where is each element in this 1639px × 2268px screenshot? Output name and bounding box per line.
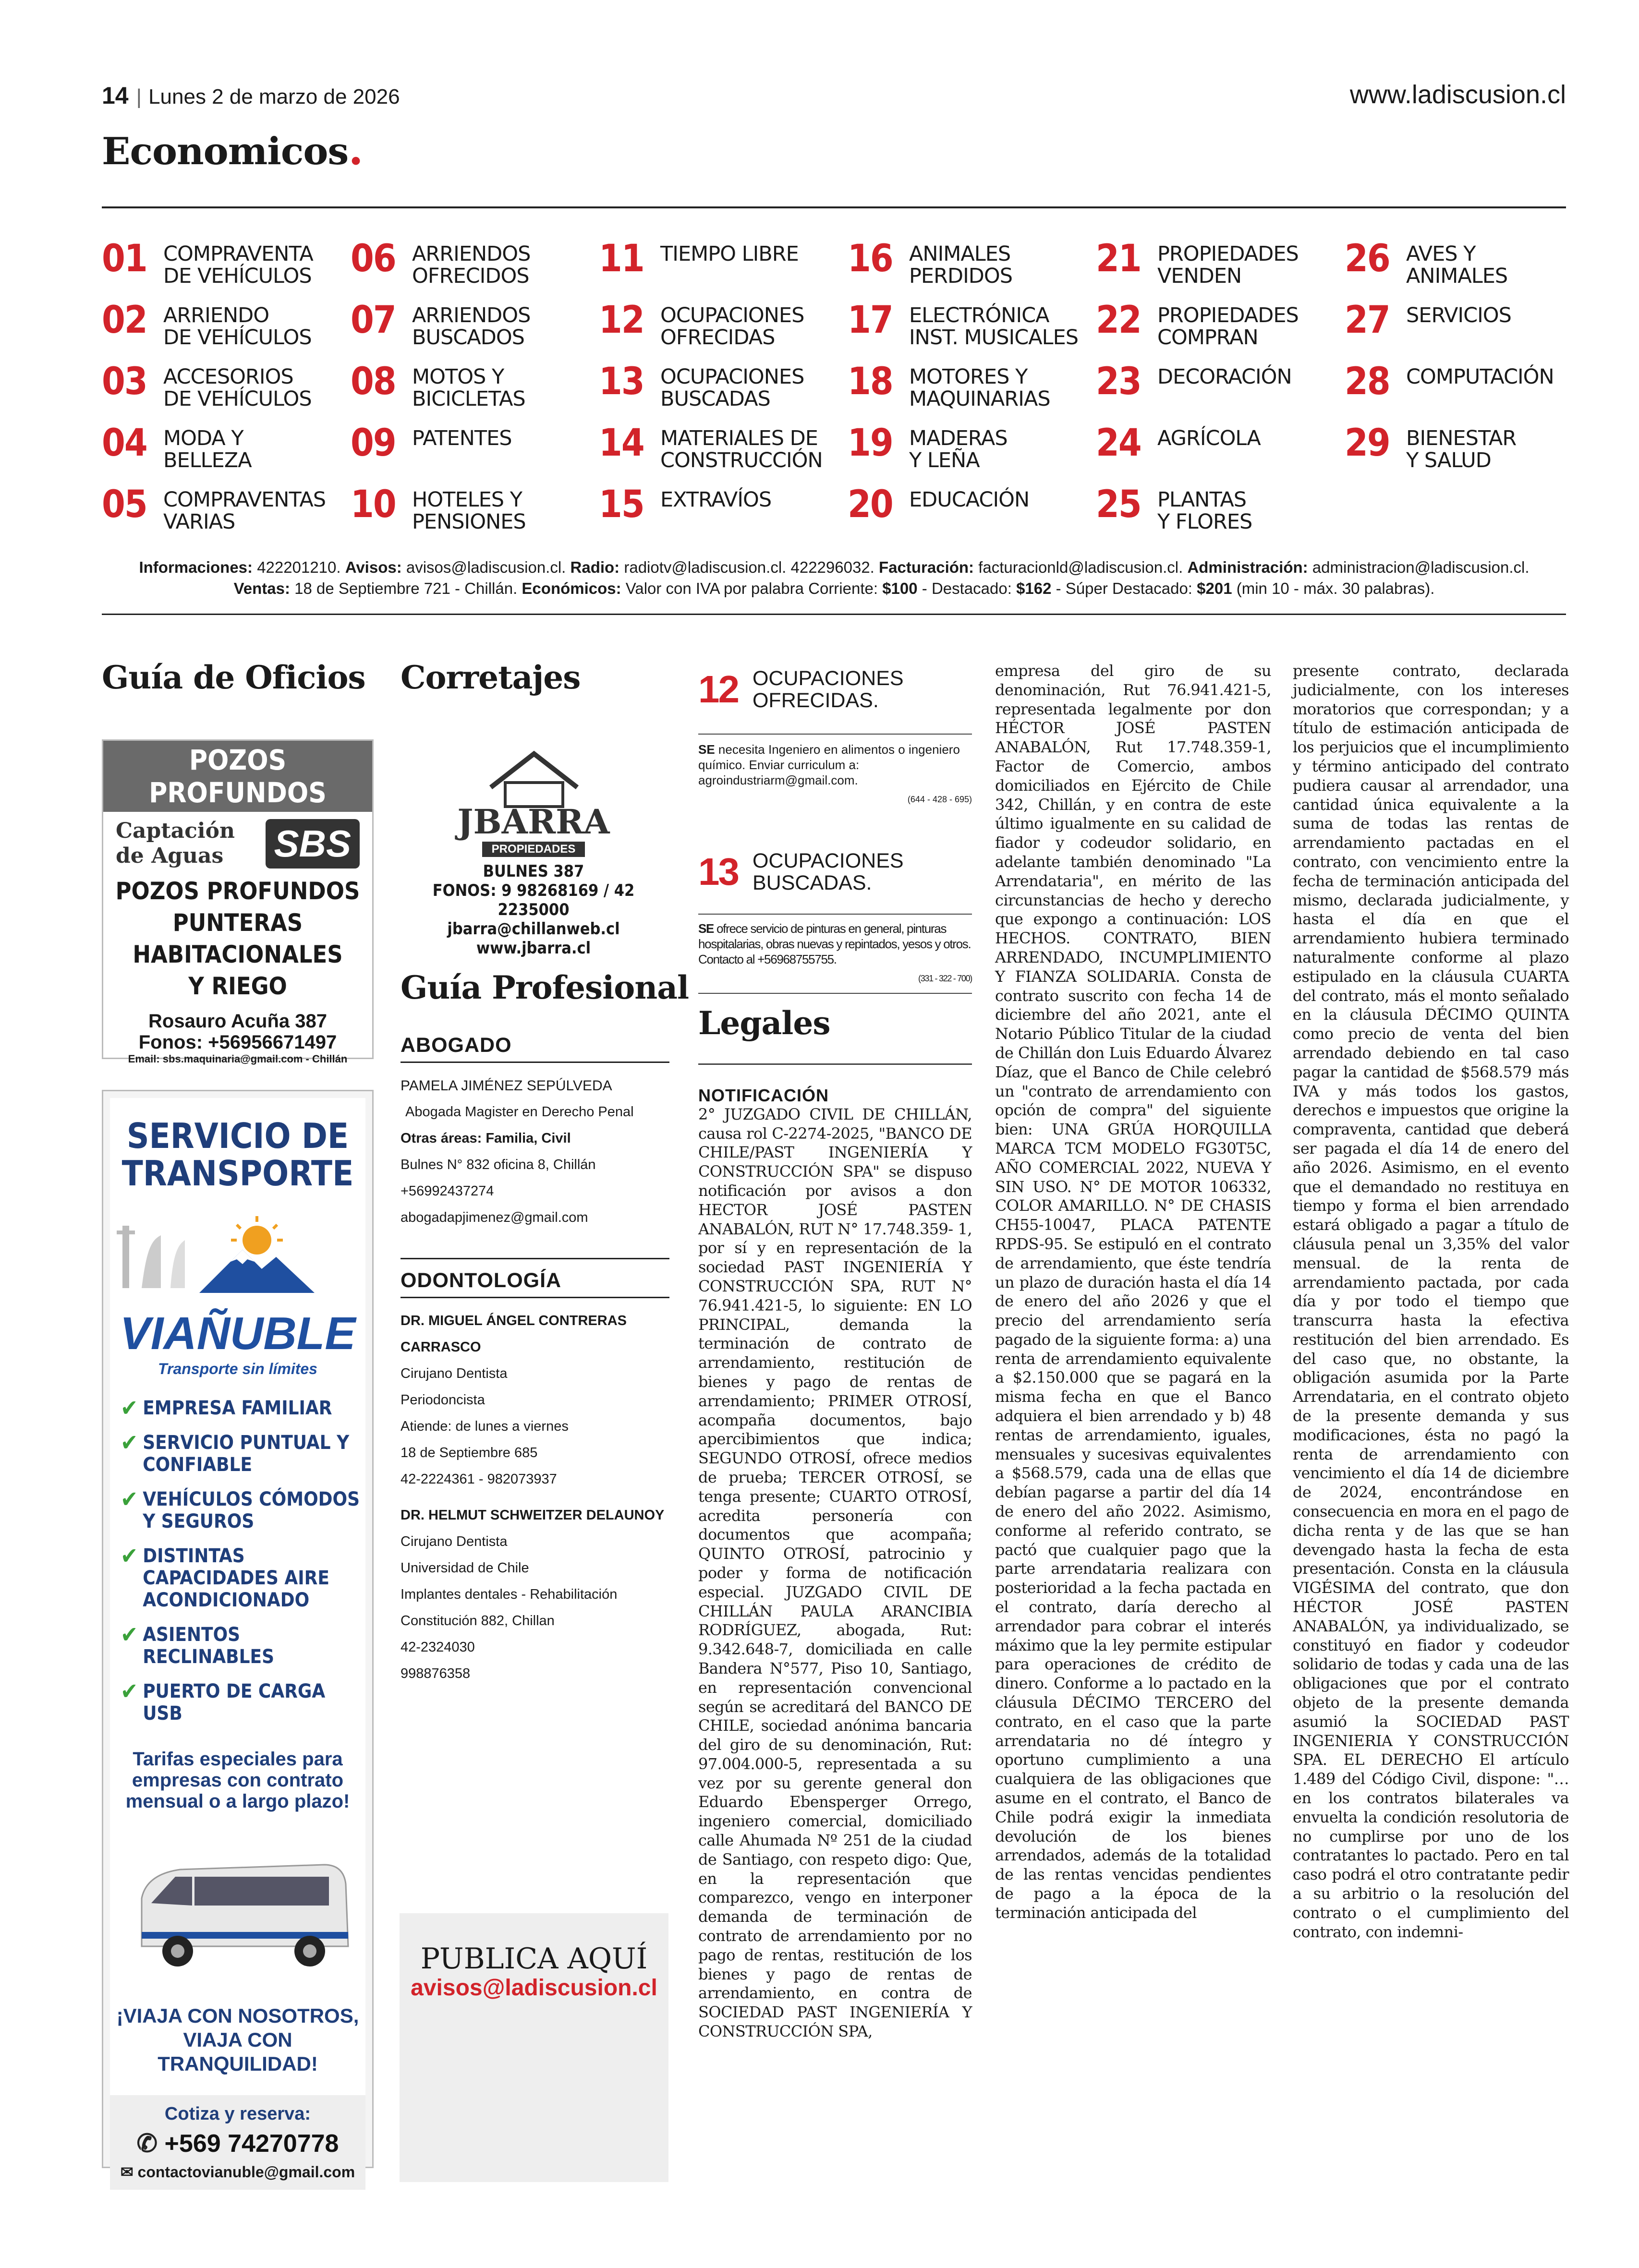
category-23[interactable] [1096,360,1292,403]
abogado-block [401,1032,669,1231]
category-label: EDUCACIÓN [909,488,1030,512]
pozos-address: Rosauro Acuña 387 [148,1011,327,1032]
guia-oficios-title: Guía de Oficios [102,659,365,696]
info-value: radiotv@ladiscusion.cl. 422296032. [619,558,879,576]
publica-title: PUBLICA AQUÍ [420,1942,648,1976]
category-number: 11 [599,237,644,280]
dentist-detail: Cirujano Dentista [401,1534,508,1549]
category-number: 29 [1345,422,1390,465]
info-value: 18 de Septiembre 721 - Chillán. [290,579,522,597]
category-number: 02 [102,299,147,342]
category-17[interactable] [848,299,1079,350]
feature-item: ✔ EMPRESA FAMILIAR [121,1395,332,1422]
ad-code: (331 - 322 - 700) [918,974,972,983]
odontologia-block [401,1267,669,1687]
category-18[interactable] [848,360,1050,411]
category-number: 27 [1345,299,1390,342]
vianuble-tagline: Transporte sin límites [158,1360,317,1377]
category-number: 01 [102,237,147,280]
transporte-title: SERVICIO DE TRANSPORTE [121,1116,354,1194]
dentist-detail: Periodoncista [401,1392,485,1408]
check-icon: ✔ [121,1678,138,1705]
category-number: 25 [1096,483,1141,526]
pozos-profundos-ad[interactable] [102,739,374,1065]
dentist-detail: 42-2224361 - 982073937 [401,1472,557,1487]
category-09[interactable] [351,422,512,465]
ocupaciones-ofrecidas-header [698,667,904,712]
abogado-title: Abogada Magister en Derecho Penal [405,1104,634,1120]
category-number: 07 [351,299,396,342]
category-label: PROPIEDADES COMPRAN [1157,303,1299,350]
pozos-line: HABITACIONALES [133,941,343,968]
pozos-line: PUNTERAS [172,909,303,937]
divider [698,1063,972,1065]
category-label: TIEMPO LIBRE [660,242,799,266]
jbarra-ad[interactable] [400,739,668,958]
odontologia-heading: ODONTOLOGÍA [401,1267,669,1298]
house-logo-icon [486,749,582,807]
category-number: 16 [848,237,893,280]
category-label: ARRIENDOS BUSCADOS [412,303,531,350]
dentist-detail: Cirujano Dentista [401,1366,508,1381]
category-22[interactable] [1096,299,1299,350]
category-27[interactable] [1345,299,1511,342]
dentist-detail: Constitución 882, Chillan [401,1613,555,1629]
info-key: $201 [1197,579,1232,597]
category-index [102,237,1566,552]
van-image [122,1841,353,1985]
category-number: 03 [102,360,147,403]
section-title [102,124,363,175]
info-value: (min 10 - máx. 30 palabras). [1232,579,1435,597]
abogado-rule [401,1258,669,1259]
category-label: BIENESTAR Y SALUD [1406,426,1517,472]
dentist-detail: Universidad de Chile [401,1560,529,1576]
category-15[interactable] [599,483,772,526]
jbarra-name: JBARRA [457,802,610,842]
category-29[interactable] [1345,424,1516,471]
ad-code: (644 - 428 - 695) [907,795,972,804]
category-number: 17 [848,299,893,342]
feature-item: ✔ DISTINTAS CAPACIDADES AIRE ACONDICIONADO [121,1543,329,1611]
category-25[interactable] [1096,483,1252,534]
abogado-areas: Otras áreas: Familia, Civil [401,1131,571,1146]
check-icon: ✔ [121,1395,138,1422]
publica-aqui-ad[interactable] [400,1913,668,2182]
category-number: 05 [102,483,147,526]
corretajes-title: Corretajes [401,659,581,696]
notificacion-title: NOTIFICACIÓN [698,1086,829,1105]
category-label: ACCESORIOS DE VEHÍCULOS [163,365,312,411]
category-label: MOTORES Y MAQUINARIAS [909,365,1050,411]
contact-email[interactable]: ✉ contactovianuble@gmail.com [120,2163,355,2181]
category-number: 09 [351,422,396,465]
category-number: 10 [351,483,396,526]
pozos-phone: Fonos: +56956671497 [138,1032,337,1053]
pozos-line: Y RIEGO [188,972,287,1000]
classified-ad-12: SE necesita Ingeniero en alimentos o ingeniero químico. Enviar curriculum a: agroindustriarm@gmail.com. (644 - 428 - 695) [698,742,972,807]
category-number: 04 [102,422,147,465]
category-02[interactable] [102,299,312,350]
category-26[interactable] [1345,237,1508,288]
divider [698,914,972,915]
category-label: HOTELES Y PENSIONES [412,488,526,534]
jbarra-email: jbarra@chillanweb.cl [447,919,620,939]
site-url[interactable]: www.ladiscusion.cl [1349,80,1566,109]
dentist-detail: 42-2324030 [401,1640,475,1655]
category-number: 24 [1096,422,1141,465]
category-16[interactable] [848,237,1013,288]
category-20[interactable] [848,483,1030,526]
info-key: Facturación: [879,558,974,576]
category-07[interactable] [351,299,531,350]
classified-ad-13: SE ofrece servicio de pinturas en general, pinturas hospitalarias, obras nuevas y repintados, yesos y otros. Contacto al +56968755755. (331 - 322 - 700) [698,921,972,986]
divider [698,734,972,735]
category-11[interactable] [599,237,799,280]
info-key: Administración: [1187,558,1308,576]
info-key: Avisos: [345,558,402,576]
dentist-detail: Atiende: de lunes a viernes [401,1419,569,1434]
category-19[interactable] [848,424,1008,471]
category-label: EXTRAVÍOS [660,488,772,512]
header-separator: | [136,85,142,109]
info-key: Informaciones: [139,558,253,576]
category-05[interactable] [102,483,326,534]
category-number: 15 [599,483,644,526]
info-rule [102,614,1566,615]
features-list [110,1397,365,1725]
jbarra-address: BULNES 387 [483,862,584,881]
category-06[interactable] [351,237,531,288]
category-number: 08 [351,360,396,403]
category-label: PROPIEDADES VENDEN [1157,242,1299,288]
whatsapp-phone[interactable]: ✆ +569 74270778 [136,2130,339,2158]
legales-title: Legales [698,1004,830,1042]
category-label: MOTOS Y BICICLETAS [412,365,525,411]
section-title-text: Economicos [102,130,349,173]
ocupaciones-buscadas-header [698,850,904,894]
abogado-address: Bulnes N° 832 oficina 8, Chillán [401,1157,596,1172]
feature-item: ✔ SERVICIO PUNTUAL Y CONFIABLE [121,1429,350,1476]
category-number: 18 [848,360,893,403]
dentist-detail: Implantes dentales - Rehabilitación [401,1587,618,1602]
sbs-logo: SBS [266,819,360,869]
info-value: administracion@ladiscusion.cl. [1308,558,1530,576]
feature-item: ✔ VEHÍCULOS CÓMODOS Y SEGUROS [121,1486,360,1532]
category-label: OCUPACIONES OFRECIDAS [660,303,804,350]
category-03[interactable] [102,360,312,411]
tarifas-text: Tarifas especiales para empresas con contrato mensual o a largo plazo! [125,1749,350,1812]
pozos-line: POZOS PROFUNDOS [115,877,360,905]
abogado-heading: ABOGADO [401,1032,669,1063]
category-label: ANIMALES PERDIDOS [909,242,1013,288]
dentist-name: CARRASCO [401,1339,481,1355]
check-icon: ✔ [121,1429,138,1456]
category-label: ELECTRÓNICA INST. MUSICALES [909,303,1079,350]
header-rule [102,206,1566,208]
jbarra-phones: FONOS: 9 98268169 / 42 2235000 [432,881,635,919]
category-number: 22 [1096,299,1141,342]
feature-item: ✔ ASIENTOS RECLINABLES [121,1621,275,1668]
category-08[interactable] [351,360,525,411]
info-key: Radio: [570,558,620,576]
category-label: AVES Y ANIMALES [1406,242,1508,288]
contact-box [110,2095,365,2190]
dentist-detail: 18 de Septiembre 685 [401,1445,538,1460]
category-label: COMPRAVENTAS VARIAS [163,488,326,534]
dentist-detail: 998876358 [401,1666,471,1681]
dentist-name: DR. MIGUEL ÁNGEL CONTRERAS [401,1313,627,1328]
info-value: Valor con IVA por palabra Corriente: [621,579,883,597]
publica-email: avisos@ladiscusion.cl [411,1975,657,2001]
vianuble-brand: VIAÑUBLE [120,1308,356,1359]
mountain-logo-icon [113,1211,363,1303]
category-number: 13 [599,360,644,403]
category-number: 13 [698,850,738,893]
cotiza-label: Cotiza y reserva: [164,2104,311,2124]
category-number: 20 [848,483,893,526]
page-header-left [102,82,400,109]
category-number: 06 [351,237,396,280]
whatsapp-icon: ✆ [136,2130,158,2158]
notificacion-text-col2: empresa del giro de su denominación, Rut 76.941.421-5, representada legalmente por don HÉCTOR JOSÉ PASTEN ANABALÓN, Rut 17.748.359-1, Factor de Comercio, ambos domiciliados en Ejército de Chile 342, Chillán, y en contra de este último igualmente en su calidad de fiador y codeudor solidario, en adelante también denominado "La Arrendataria", en mérito de las circunstancias de hecho y derecho que expongo a continuación: LOS HECHOS. CONTRATO, BIEN ARRENDADO, INCUMPLIMIENTO Y FIANZA SOLIDARIA. Consta de contrato suscrito con fecha 14 de diciembre del año 2021, ante el Notario Público Titular de la ciudad de Chillán don Luis Eduardo Álvarez Díaz, que el Banco de Chile celebró un "contrato de arrendamiento con opción de compra" del siguiente bien: UNA GRÚA HORQUILLA MARCA TCM MODELO FG30T5C, AÑO COMERCIAL 2022, NUEVA Y SIN USO. N° DE MOTOR 106332, COLOR AMARILLO. N° DE CHASIS CH55-10047, PLACA PATENTE RPDS-95. Se estipuló en el contrato de arrendamiento, que éste tendría un plazo de duración hasta el día 14 de enero del año 2026 y que el precio del arrendamiento sería pagado de la siguiente forma: a) una renta de arrendamiento equivalente a $2.150.000 que se pagará en la misma fecha en que el Banco adquiera el bien arrendado y b) 48 rentas de arrendamiento, iguales, mensuales y sucesivas equivalentes a $568.579, cada una de ellas que debían pagarse a partir del día 14 de enero del año 2022. Asimismo, conforme al referido contrato, se pactó que cualquier pago que la parte arrendataria realizara con posterioridad a la fecha pactada en el contrato, daría derecho al arrendador para cobrar el interés máximo que la ley permite estipular para operaciones de crédito de dinero. Conforme a lo pactado en la cláusula DÉCIMO TERCERO del contrato, en el caso que la parte arrendataria no dé íntegro y oportuno cumplimiento a una cualquiera de las obligaciones que asume en el contrato, el Banco de Chile podrá exigir la inmediata devolución de los bienes arrendados, además de la totalidad de las rentas vencidas pendientes de pago a la época de la terminación anticipada del [995,662,1271,1922]
vianuble-ad[interactable] [102,1090,374,2181]
jbarra-subtitle: PROPIEDADES [482,842,585,857]
page-number: 14 [102,82,129,109]
pozos-ad-header: POZOS PROFUNDOS [103,741,372,812]
contact-info [102,557,1566,599]
check-icon: ✔ [121,1486,138,1513]
info-value: facturacionld@ladiscusion.cl. [974,558,1188,576]
category-label: MATERIALES DE CONSTRUCCIÓN [660,426,823,472]
category-number: 19 [848,422,893,465]
category-number: 12 [698,668,738,711]
category-number: 12 [599,299,644,342]
check-icon: ✔ [121,1543,138,1569]
contact-info-line-2 [102,578,1566,599]
divider [698,993,972,994]
abogado-phone: +56992437274 [401,1183,494,1199]
category-number: 23 [1096,360,1141,403]
slogan-line-1: ¡VIAJA CON NOSOTROS, [116,2004,359,2027]
category-number: 28 [1345,360,1390,403]
info-value: 422201210. [253,558,345,576]
dentist-name: DR. HELMUT SCHWEITZER DELAUNOY [401,1508,665,1523]
category-label: PLANTAS Y FLORES [1157,488,1252,534]
category-13[interactable] [599,360,804,411]
slogan-line-2: VIAJA CON TRANQUILIDAD! [158,2028,318,2075]
category-number: 26 [1345,237,1390,280]
info-value: - Súper Destacado: [1051,579,1197,597]
feature-item: ✔ PUERTO DE CARGA USB [121,1678,326,1725]
category-label: AGRÍCOLA [1157,426,1261,450]
info-key: $162 [1016,579,1052,597]
section-title-dot: . [348,124,363,175]
category-label: ARRIENDOS OFRECIDOS [412,242,531,288]
pozos-services [103,875,372,1002]
category-28[interactable] [1345,360,1554,403]
page-date: Lunes 2 de marzo de 2026 [148,85,400,109]
category-label: OCUPACIONES BUSCADAS. [752,849,904,894]
category-label: MADERAS Y LEÑA [909,426,1008,472]
dentist-1 [401,1308,669,1493]
category-label: COMPRAVENTA DE VEHÍCULOS [163,242,313,288]
category-21[interactable] [1096,237,1299,288]
pozos-email: Email: sbs.maquinaria@gmail.com - Chillán [128,1053,348,1065]
notificacion-text-col1 [698,1086,972,2041]
mail-icon: ✉ [120,2163,134,2181]
category-label: SERVICIOS [1406,303,1511,327]
category-label: MODA Y BELLEZA [163,426,252,472]
category-10[interactable] [351,483,526,534]
info-key: $100 [882,579,918,597]
category-01[interactable] [102,237,313,288]
category-label: COMPUTACIÓN [1406,365,1554,389]
category-number: 21 [1096,237,1141,280]
check-icon: ✔ [121,1621,138,1648]
notificacion-body: 2° JUZGADO CIVIL DE CHILLÁN, causa rol C-2274-2025, "BANCO DE CHILE/PAST INGENIERÍA Y CONSTRUCCIÓN SPA" se dispuso notificación por avisos a don HECTOR JOSÉ PASTEN ANABALÓN, RUT N° 17.748.359- 1, por sí y en representación de la sociedad PAST INGENIERÍA Y CONSTRUCCIÓN SPA, RUT N° 76.941.421-5, lo siguiente: EN LO PRINCIPAL, demanda la terminación de contrato de arrendamiento, restitución de bienes y pago de rentas de arrendamiento; PRIMER OTROSÍ, acompaña documentos, bajo apercibimientos que indica; SEGUNDO OTROSÍ, ofrece medios de prueba; TERCER OTROSÍ, se tenga presente; CUARTO OTROSÍ, acredita personería con documentos que acompaña; QUINTO OTROSÍ, patrocinio y poder y forma de notificación especial. JUZGADO CIVIL DE CHILLÁN PAULA ARANCIBIA RODRÍGUEZ, abogada, Rut: 9.342.648-7, domiciliada en calle Bandera N°577, Piso 10, Santiago, en representación convencional según se acreditará del BANCO DE CHILE, sociedad anónima bancaria del giro de su denominación, Rut: 97.004.000-5, representada a su vez por su gerente general don Eduardo Ebensperger Orrego, ingeniero comercial, domiciliado calle Ahumada Nº 251 de la ciudad de Santiago, con respeto digo: Que, en la representación que comparezco, vengo en interponer demanda de terminación de contrato de arrendamiento por no pago de rentas, restitución de los bienes y pago de rentas de arrendamiento, en contra de SOCIEDAD PAST INGENIERÍA Y CONSTRUCCIÓN SPA, [698,1105,972,2041]
category-04[interactable] [102,424,252,471]
abogado-name: PAMELA JIMÉNEZ SEPÚLVEDA [401,1078,612,1094]
notificacion-text-col3: presente contrato, declarada judicialmente, con los intereses moratorios que correspondan; y a título de estimación anticipada de los perjuicios que el incumplimiento y término anticipado del contrato pudiera causar al arrendador, una cantidad única equivalente a la suma de todas las rentas de arrendamiento pactadas en el contrato, con vencimiento entre la fecha de terminación anticipada del mismo, declarada judicialmente, y hasta el día en que el arrendamiento hubiera terminado naturalmente conforme al plazo estipulado en la cláusula CUARTA del contrato, más el monto señalado en la cláusula DÉCIMO QUINTA como precio de venta del bien arrendado debiendo en tal caso pagar la cantidad de $568.579 más IVA y más todos los gastos, derechos e impuestos que origine la compraventa, cantidad que deberá ser pagada el día 14 de enero del año 2026. Asimismo, en el evento que el demandado no restituya en tiempo y forma el bien arrendado estará obligado a pagar a título de cláusula penal un 3,35% del valor mensual. de la renta de arrendamiento pactada, por cada día y por todo el tiempo que transcurra hasta la efectiva restitución del bien arrendado. Es del caso que, no obstante, la obligación asumida por la Parte Arrendataria, en el contrato objeto de la presente demanda y sus modificaciones, ésta no pagó la renta de arrendamiento con vencimiento el día 14 de diciembre de 2024, encontrándose en consecuencia en mora en el pago de dicha renta y de las que se han devengado hasta la fecha de esta presentación. Consta en la cláusula VIGÉSIMA del contrato, que don HÉCTOR JOSÉ PASTEN ANABALÓN, ya individualizado, se constituyó en fiador y codeudor solidario de todas y cada una de las obligaciones que por el contrato objeto de la presente demanda asumió la SOCIEDAD PAST INGENIERIA Y CONSTRUCCIÓN SPA. EL DERECHO El artículo 1.489 del Código Civil, dispone: "…en los contratos bilaterales va envuelta la condición resolutoria de no cumplirse por uno de los contratantes lo pactado. Pero en tal caso podrá el otro contratante pedir a su arbitrio o la resolución del contrato o el cumplimiento del contrato, con indemni- [1293,662,1569,1941]
category-14[interactable] [599,424,823,471]
category-24[interactable] [1096,422,1261,465]
info-key: Económicos: [522,579,621,597]
dentist-2 [401,1502,669,1687]
info-value: - Destacado: [917,579,1017,597]
contact-info-line-1 [102,557,1566,578]
info-key: Ventas: [233,579,290,597]
category-label: ARRIENDO DE VEHÍCULOS [163,303,312,350]
info-value: avisos@ladiscusion.cl. [401,558,571,576]
category-label: DECORACIÓN [1157,365,1292,389]
jbarra-web: www.jbarra.cl [476,939,591,958]
slogan [110,2004,365,2076]
guia-profesional-title: Guía Profesional [401,969,689,1006]
category-12[interactable] [599,299,804,350]
abogado-email: abogadapjimenez@gmail.com [401,1210,588,1225]
category-label: OCUPACIONES BUSCADAS [660,365,804,411]
captacion-label: Captación de Aguas [116,819,235,868]
category-label: PATENTES [412,426,512,450]
category-number: 14 [599,422,644,465]
category-label: OCUPACIONES OFRECIDAS. [752,667,904,712]
